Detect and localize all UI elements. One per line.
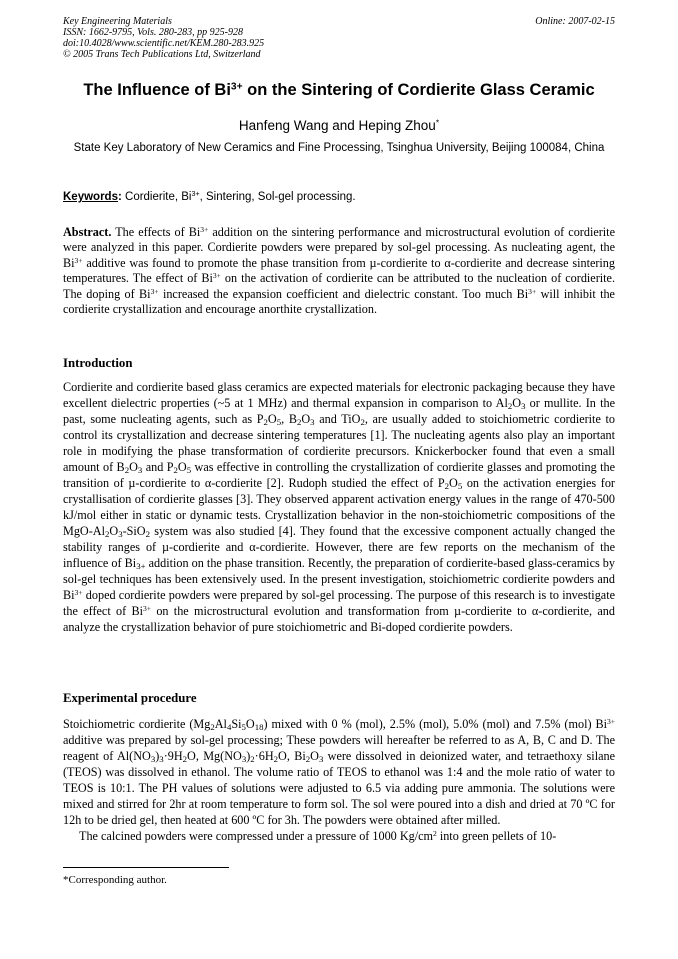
- keywords-text-1: Cordierite, Bi: [121, 191, 192, 203]
- text-run: -SiO: [122, 524, 146, 538]
- keywords-superscript: 3+: [191, 190, 200, 199]
- subscript: 3: [310, 417, 315, 428]
- experimental-paragraph-1: [63, 716, 615, 828]
- subscript: 2: [296, 417, 302, 428]
- superscript: 3+: [142, 603, 152, 613]
- paper-title: [30, 80, 648, 100]
- subscript: 18: [254, 722, 264, 733]
- text-run: O: [267, 412, 277, 426]
- subscript: 2: [263, 417, 268, 428]
- abstract: [63, 225, 615, 317]
- subscript: 2: [444, 481, 450, 492]
- introduction-body: [63, 379, 615, 635]
- text-run: Stoichiometric cordierite (Mg: [63, 717, 211, 731]
- abstract-label: Abstract.: [63, 225, 112, 239]
- title-text-post: on the Sintering of Cordierite Glass Ceramic: [242, 81, 595, 99]
- text-run: ·6H: [254, 749, 274, 763]
- text-run: O: [512, 396, 522, 410]
- text-run: ): [246, 749, 251, 763]
- text-run: ·9H: [163, 749, 183, 763]
- footnote-divider: [63, 867, 229, 868]
- abstract-text: will inhibit the cordierite crystallization and encourage anorthite crystallization.: [63, 286, 615, 317]
- abstract-text: on the activation of cordierite can be attributed to the nucleation of cordierite. The doping of Bi: [63, 271, 615, 301]
- subscript: 2: [305, 754, 311, 765]
- text-run: Si: [231, 717, 242, 731]
- author-line: [30, 117, 648, 135]
- keywords-colon: :: [117, 191, 122, 203]
- subscript: 3: [521, 401, 526, 412]
- section-heading-introduction: Introduction: [63, 356, 133, 370]
- subscript: 2: [210, 722, 215, 733]
- text-run: O: [301, 412, 311, 426]
- text-run: O: [177, 460, 187, 474]
- experimental-paragraph-2: [63, 828, 615, 844]
- text-run: and TiO: [314, 412, 361, 426]
- subscript: 3: [318, 754, 324, 765]
- journal-copyright: © 2005 Trans Tech Publications Ltd, Switzerland: [63, 49, 261, 60]
- text-run: O: [449, 476, 458, 490]
- superscript: 3+: [212, 271, 221, 281]
- text-run: on the activation energies for crystallisation of cordierite glasses [3]. They observed apparent activation energy values in the range of 470-500 kJ/mol either in static or dynamic tests. Crystallization behavior in the non-stoichiometric compositions of the MgO-Al: [63, 476, 615, 538]
- text-run: doped cordierite powders were prepared by sol-gel processing. The purpose of this research is to investigate the effect of Bi: [63, 588, 615, 618]
- journal-issn: ISSN: 1662-9795, Vols. 280-283, pp 925-928: [63, 27, 243, 38]
- online-date: Online: 2007-02-15: [535, 16, 615, 27]
- subscript: 2: [360, 417, 365, 428]
- text-run: Al: [214, 717, 227, 731]
- subscript: 2: [250, 754, 255, 765]
- text-run: and P: [142, 460, 174, 474]
- text-run: or mullite. In the past, some nucleating agents, such as P: [63, 396, 615, 426]
- subscript: 3: [241, 754, 247, 765]
- introduction-paragraph: [63, 379, 615, 635]
- text-run: Cordierite and cordierite based glass ceramics are expected materials for electronic packaging because they have excellent dielectric properties (~5 at 1 MHz) and thermal expansion in comparison to Al: [63, 380, 615, 410]
- text-run: addition on the phase transition. Recently, the preparation of cordierite-based glass-ceramics by sol-gel techniques has been extensively used. In the present investigation, stoichiometric cordierite powders and Bi: [63, 556, 615, 602]
- corresponding-mark: *: [435, 117, 440, 128]
- subscript: 3: [118, 529, 123, 540]
- subscript: 5: [276, 417, 282, 428]
- keywords-text-2: , Sintering, Sol-gel processing.: [199, 191, 356, 203]
- affiliation: State Key Laboratory of New Ceramics and Fine Processing, Tsinghua University, Beijing 100084, China: [73, 142, 605, 154]
- subscript: 3: [150, 754, 156, 765]
- subscript: 2: [145, 529, 150, 540]
- text-run: were dissolved in deionized water, and tetraethoxy silane (TEOS) was dissolved in ethanol. The volume ratio of TEOS to ethanol was 1:4 and the mole ratio of water to TEOS is 10:1. The PH values of solutions were adjusted to 6.5 via adding pure ammonia. The solutions were mixed and stirred for 2hr at room temperature to form sol. The sol were poured into a dish and dried at 70 ºC for 12h to be dried gel, then heated at 600 ºC for 3h. The powders were obtained after milled.: [63, 749, 615, 827]
- text-run: O, Bi: [278, 749, 306, 763]
- text-run: ) mixed with 0 % (mol), 2.5% (mol), 5.0% (mol) and 7.5% (mol) Bi: [263, 717, 607, 731]
- author-names: Hanfeng Wang and Heping Zhou: [238, 118, 436, 133]
- abstract-text: The effects of Bi: [111, 225, 201, 239]
- subscript: 5: [186, 465, 192, 476]
- journal-name: Key Engineering Materials: [63, 16, 172, 27]
- corresponding-author-footnote: *Corresponding author.: [63, 874, 167, 886]
- keywords-label: Keywords: [63, 191, 118, 203]
- experimental-body: [63, 716, 615, 844]
- text-run: O: [310, 749, 319, 763]
- text-run: into green pellets of 10-: [436, 829, 557, 843]
- subscript: 2: [273, 754, 279, 765]
- superscript: 3+: [74, 587, 83, 597]
- subscript: 3+: [136, 561, 146, 572]
- subscript: 3: [137, 465, 143, 476]
- journal-doi[interactable]: doi:10.4028/www.scientific.net/KEM.280-283.925: [63, 38, 265, 49]
- text-run: ): [155, 749, 160, 763]
- subscript: 5: [241, 722, 246, 733]
- subscript: 5: [457, 481, 463, 492]
- text-run: The calcined powders were compressed under a pressure of 1000 Kg/cm: [79, 829, 433, 843]
- text-run: O: [129, 460, 138, 474]
- text-run: O, Mg(NO: [187, 749, 242, 763]
- abstract-text: additive was found to promote the phase transition from µ-cordierite to α-cordierite and decrease sintering temperatures. The effect of Bi: [63, 255, 615, 286]
- text-run: , are usually added to stoichiometric cordierite to control its crystallization and decrease sintering temperatures [1]. The nucleating agents also play an important role in modifying the phase transformation of cordierite precursors. Knickerbocker found that even a small amount of B: [63, 412, 615, 474]
- journal-header: [63, 16, 615, 60]
- text-run: on the microstructural evolution and transformation from µ-cordierite to α-cordierite, and analyze the crystallization behavior of pure stoichiometric and Bi-doped cordierite powders.: [63, 604, 615, 634]
- superscript: 3+: [200, 224, 209, 234]
- superscript: 3+: [528, 286, 537, 296]
- superscript: 3+: [150, 286, 159, 296]
- superscript: 3+: [74, 255, 83, 265]
- keywords-line: [63, 189, 615, 205]
- text-run: O: [109, 524, 119, 538]
- text-run: was effective in controlling the crystallization of cordierite glasses and promoting the transition of µ-cordierite to α-cordierite [2]. Rudoph studied the effect of P: [63, 460, 615, 490]
- subscript: 2: [507, 401, 513, 412]
- subscript: 4: [226, 722, 232, 733]
- superscript: 3+: [606, 716, 616, 726]
- subscript: 2: [104, 529, 110, 540]
- text-run: system was also studied [4]. They found that the excessive component actually changed the stability ranges of µ-cordierite and α-cordierite. However, there are few reports on the mechanism of the influence of Bi: [63, 524, 615, 570]
- abstract-text: addition on the sintering performance and microstructural evolution of cordierite were analyzed in this paper. Cordierite powders were prepared by sol-gel processing. As nucleating agent, the Bi: [63, 225, 615, 270]
- subscript: 2: [173, 465, 178, 476]
- subscript: 3: [159, 754, 164, 765]
- text-run: , B: [281, 412, 297, 426]
- subscript: 2: [182, 754, 188, 765]
- section-heading-experimental: Experimental procedure: [63, 691, 197, 705]
- text-run: additive was prepared by sol-gel processing; These powders will hereafter be referred to as A, B, C and D. The reagent of Al(NO: [63, 733, 615, 763]
- superscript: 2: [433, 828, 437, 838]
- abstract-text: increased the expansion coefficient and dielectric constant. Too much Bi: [158, 286, 529, 301]
- title-superscript: 3+: [230, 81, 243, 93]
- subscript: 2: [124, 465, 130, 476]
- title-text-pre: The Influence of Bi: [83, 81, 231, 99]
- text-run: O: [245, 717, 255, 731]
